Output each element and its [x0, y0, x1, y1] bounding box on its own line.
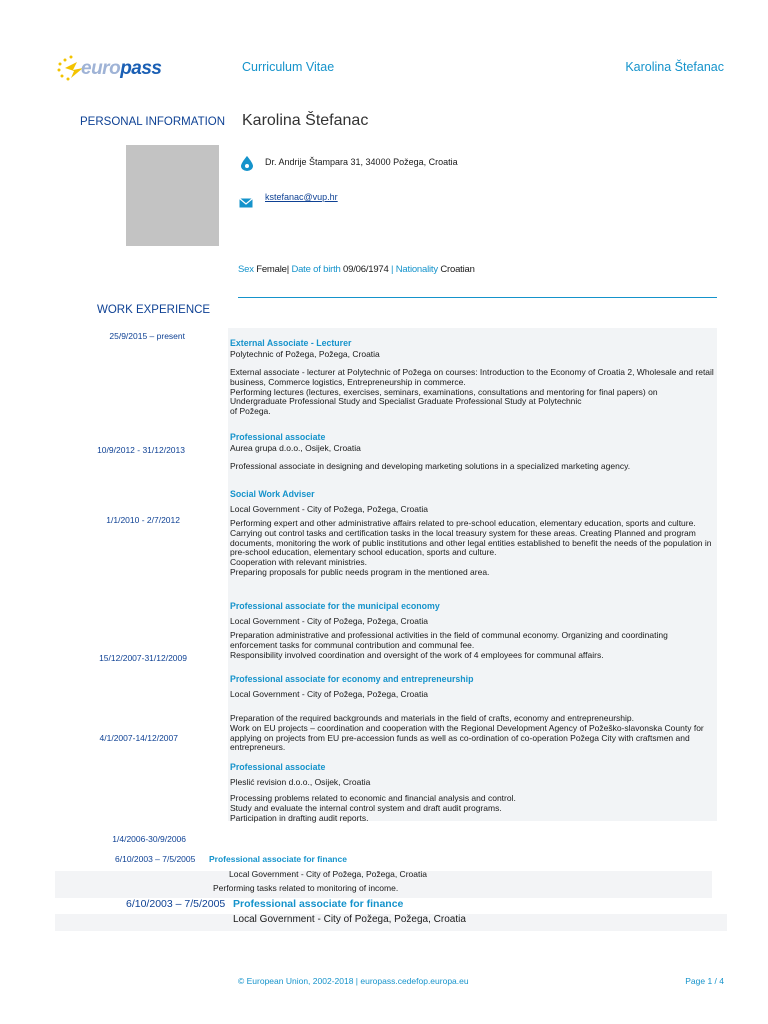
europass-logo	[55, 52, 165, 84]
page-number: Page 1 / 4	[685, 976, 724, 986]
employer: Polytechnic of Požega, Požega, Croatia	[230, 349, 380, 359]
work-entry	[230, 489, 715, 578]
employer: Pleslić revision d.o.o., Osijek, Croatia	[230, 777, 371, 787]
personal-details: Sex Female| Date of birth 09/06/1974 | Nationality Croatian	[238, 264, 475, 275]
job-title: Professional associate for finance	[233, 898, 404, 910]
job-title: External Associate - Lecturer	[230, 338, 352, 348]
job-title: Professional associate for economy and entrepreneurship	[230, 674, 474, 684]
employer: Local Government - City of Požega, Požega, Croatia	[233, 914, 466, 925]
personal-info-heading: PERSONAL INFORMATION	[80, 116, 226, 128]
photo-placeholder	[126, 145, 219, 246]
date-6: 1/4/2006-30/9/2006	[112, 834, 186, 844]
date-2: 10/9/2012 - 31/12/2013	[97, 445, 185, 455]
job-description: Preparation of the required backgrounds and materials in the field of crafts, economy and entrepreneurship. Work on EU projects – coordination and cooperation with the Regional Development Agency of Požeško-slavonska County for applying on projects from EU pre-accession funds as well as co-ordination of co-operation Požega City with craftsmen and entrepreneurs.	[230, 713, 704, 753]
job-title: Social Work Adviser	[230, 489, 315, 499]
date-4: 15/12/2007-31/12/2009	[99, 653, 187, 663]
person-name: Karolina Štefanac	[242, 112, 369, 129]
logo-wordmark: europass	[81, 58, 162, 79]
employer: Aurea grupa d.o.o., Osijek, Croatia	[230, 443, 361, 453]
work-experience-heading: WORK EXPERIENCE	[97, 304, 211, 316]
job-title: Professional associate	[230, 432, 326, 442]
date-1: 25/9/2015 – present	[109, 331, 185, 341]
date-5: 4/1/2007-14/12/2007	[99, 733, 178, 743]
job-description: Performing expert and other administrative affairs related to pre-school education, elementary education, sports and culture. Carrying out control tasks and certification tasks in the local treasury system for these areas. Creating Planned and program documents, monitoring the work of public institutions and other legal entities established to benefit the needs of the population in pre-school education, elementary school education, sports and culture. Cooperation with relevant ministries. Preparing proposals for public needs program in the mentioned area.	[230, 518, 712, 577]
work-entry	[230, 601, 715, 660]
job-description: Preparation administrative and professional activities in the field of communal economy. Organizing and coordinating enforcement tasks for communal contribution and communal fee. Responsibility involved coordination and oversight of the work of 4 employees for communal affairs.	[230, 630, 668, 660]
work-entry	[230, 338, 715, 417]
employer: Local Government - City of Požega, Požega, Croatia	[230, 504, 428, 514]
job-description: External associate - lecturer at Polytechnic of Požega on courses: Introduction to the Economy of Croatia 2, Wholesale and retail business, Commerce logistics, Entrepreneurship in commerce. Performing lectures (lectures, exercises, seminars, examinations, consultations and mentoring for final papers) on Undergraduate Professional Study and Specialist Graduate Professional Study at Polytechnic of Požega.	[230, 367, 714, 417]
work-entry	[230, 432, 715, 472]
job-description: Professional associate in designing and developing marketing solutions in a specialized marketing agency.	[230, 461, 631, 471]
header-name: Karolina Štefanac	[625, 60, 724, 74]
work-entry	[230, 674, 715, 753]
date-7: 6/10/2003 – 7/5/2005	[115, 854, 196, 864]
job-title: Professional associate	[230, 762, 326, 772]
employer: Local Government - City of Požega, Požega, Croatia	[230, 616, 428, 626]
job-title: Professional associate for the municipal economy	[230, 601, 440, 611]
job-description: Processing problems related to economic and financial analysis and control. Study and evaluate the internal control system and draft audit programs. Participation in drafting audit reports.	[230, 793, 516, 823]
email-link[interactable]: kstefanac@vup.hr	[265, 192, 338, 202]
date-8: 6/10/2003 – 7/5/2005	[126, 898, 226, 910]
address-icon	[240, 155, 254, 176]
job-description: Performing tasks related to monitoring of income.	[213, 883, 399, 893]
footer-copyright: © European Union, 2002-2018 | europass.cedefop.europa.eu	[238, 976, 469, 986]
date-3: 1/1/2010 - 2/7/2012	[106, 515, 180, 525]
work-entry	[230, 762, 715, 823]
email-icon	[239, 195, 253, 213]
job-title: Professional associate for finance	[209, 854, 347, 864]
section-divider	[238, 297, 717, 298]
employer: Local Government - City of Požega, Požega, Croatia	[229, 869, 427, 879]
document-title: Curriculum Vitae	[242, 60, 335, 74]
employer: Local Government - City of Požega, Požega, Croatia	[230, 689, 428, 699]
address: Dr. Andrije Štampara 31, 34000 Požega, Croatia	[265, 157, 458, 167]
